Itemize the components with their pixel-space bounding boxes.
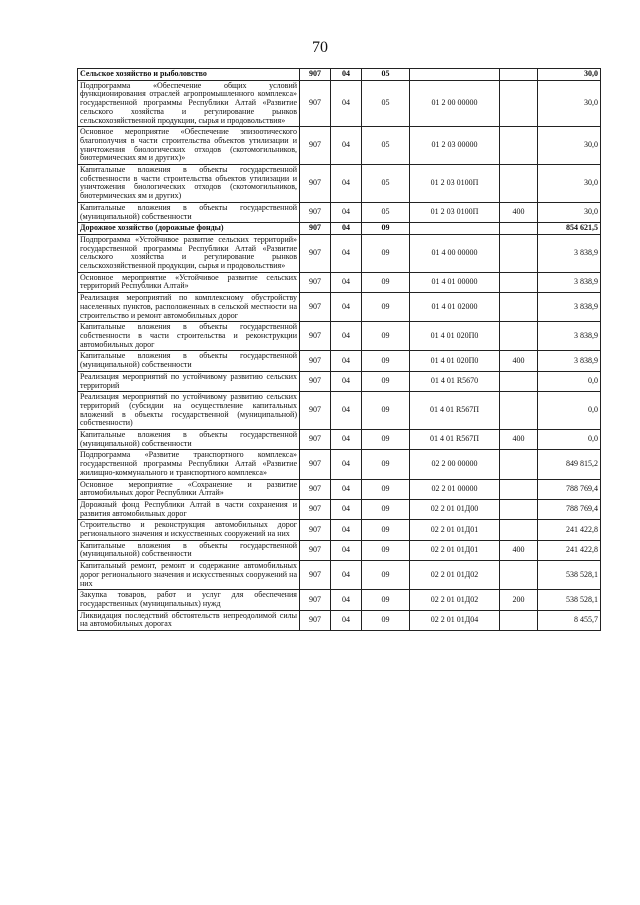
row-name-cell: Закупка товаров, работ и услуг для обеспечения государственных (муниципальных) нужд — [78, 590, 300, 610]
subsection-code-cell: 05 — [362, 165, 410, 203]
expense-type-cell: 200 — [500, 590, 538, 610]
ved-code-cell: 907 — [300, 293, 331, 322]
expense-type-cell — [500, 499, 538, 519]
amount-cell: 788 769,4 — [538, 479, 601, 499]
amount-cell: 0,0 — [538, 430, 601, 450]
expense-type-cell — [500, 293, 538, 322]
subsection-code-cell: 09 — [362, 499, 410, 519]
ved-code-cell: 907 — [300, 479, 331, 499]
expense-type-cell — [500, 234, 538, 272]
ved-code-cell: 907 — [300, 322, 331, 351]
section-code-cell: 04 — [331, 610, 362, 630]
row-name-cell: Строительство и реконструкция автомобильных дорог регионального значения и искусственных сооружений на них — [78, 520, 300, 540]
subsection-code-cell: 09 — [362, 371, 410, 391]
subsection-code-cell: 09 — [362, 610, 410, 630]
target-article-cell: 01 4 01 00000 — [410, 272, 500, 292]
expense-type-cell — [500, 371, 538, 391]
row-name-cell: Реализация мероприятий по комплексному обустройству населенных пунктов, расположенных в сельской местности на строительство и ремонт автомобильных дорог — [78, 293, 300, 322]
section-code-cell: 04 — [331, 69, 362, 81]
expense-type-cell — [500, 272, 538, 292]
subsection-code-cell: 09 — [362, 322, 410, 351]
ved-code-cell: 907 — [300, 430, 331, 450]
expense-type-cell — [500, 223, 538, 235]
section-code-cell: 04 — [331, 392, 362, 430]
target-article-cell: 02 2 01 01Д02 — [410, 590, 500, 610]
amount-cell: 788 769,4 — [538, 499, 601, 519]
amount-cell: 538 528,1 — [538, 590, 601, 610]
section-code-cell: 04 — [331, 202, 362, 222]
row-name-cell: Основное мероприятие «Сохранение и развитие автомобильных дорог Республики Алтай» — [78, 479, 300, 499]
section-code-cell: 04 — [331, 351, 362, 371]
ved-code-cell: 907 — [300, 371, 331, 391]
subsection-code-cell: 05 — [362, 202, 410, 222]
target-article-cell: 02 2 01 00000 — [410, 479, 500, 499]
expense-type-cell: 400 — [500, 351, 538, 371]
section-code-cell: 04 — [331, 479, 362, 499]
section-code-cell: 04 — [331, 80, 362, 127]
target-article-cell: 01 2 03 0100П — [410, 202, 500, 222]
row-name-cell: Подпрограмма «Устойчивое развитие сельских территорий» государственной программы Республики Алтай «Развитие сельского хозяйства и регулирование рынков сельскохозяйственной продукции, сырья и продовольствия» — [78, 234, 300, 272]
amount-cell: 849 815,2 — [538, 450, 601, 479]
amount-cell: 8 455,7 — [538, 610, 601, 630]
target-article-cell: 01 4 01 R567П — [410, 430, 500, 450]
expense-type-cell — [500, 479, 538, 499]
table-row — [78, 127, 601, 165]
table-row — [78, 371, 601, 391]
section-code-cell: 04 — [331, 561, 362, 590]
subsection-code-cell: 09 — [362, 520, 410, 540]
target-article-cell: 02 2 00 00000 — [410, 450, 500, 479]
target-article-cell: 02 2 01 01Д04 — [410, 610, 500, 630]
section-code-cell: 04 — [331, 293, 362, 322]
target-article-cell: 01 4 01 020П0 — [410, 351, 500, 371]
table-row — [78, 499, 601, 519]
row-name-cell: Дорожный фонд Республики Алтай в части сохранения и развития автомобильных дорог — [78, 499, 300, 519]
subsection-code-cell: 09 — [362, 234, 410, 272]
section-code-cell: 04 — [331, 234, 362, 272]
row-name-cell: Подпрограмма «Развитие транспортного комплекса» государственной программы Республики Алтай «Развитие жилищно-коммунального и транспортного комплекса» — [78, 450, 300, 479]
row-name-cell: Капитальные вложения в объекты государственной собственности в части строительства и реконструкции автомобильных дорог — [78, 322, 300, 351]
subsection-code-cell: 09 — [362, 293, 410, 322]
target-article-cell: 01 2 03 0100П — [410, 165, 500, 203]
subsection-code-cell: 09 — [362, 272, 410, 292]
row-name-cell: Дорожное хозяйство (дорожные фонды) — [78, 223, 300, 235]
amount-cell: 538 528,1 — [538, 561, 601, 590]
ved-code-cell: 907 — [300, 520, 331, 540]
row-name-cell: Капитальные вложения в объекты государственной (муниципальной) собственности — [78, 202, 300, 222]
table-row — [78, 540, 601, 560]
table-row — [78, 450, 601, 479]
section-code-cell: 04 — [331, 371, 362, 391]
amount-cell: 3 838,9 — [538, 234, 601, 272]
expense-type-cell — [500, 392, 538, 430]
ved-code-cell: 907 — [300, 234, 331, 272]
amount-cell: 30,0 — [538, 127, 601, 165]
amount-cell: 3 838,9 — [538, 351, 601, 371]
table-row — [78, 322, 601, 351]
subsection-code-cell: 05 — [362, 69, 410, 81]
expense-type-cell — [500, 520, 538, 540]
section-code-cell: 04 — [331, 322, 362, 351]
section-code-cell: 04 — [331, 223, 362, 235]
table-row — [78, 202, 601, 222]
table-row — [78, 430, 601, 450]
expense-type-cell — [500, 450, 538, 479]
amount-cell: 241 422,8 — [538, 520, 601, 540]
target-article-cell — [410, 69, 500, 81]
table-row — [78, 392, 601, 430]
amount-cell: 0,0 — [538, 392, 601, 430]
ved-code-cell: 907 — [300, 127, 331, 165]
expense-type-cell — [500, 80, 538, 127]
ved-code-cell: 907 — [300, 610, 331, 630]
ved-code-cell: 907 — [300, 590, 331, 610]
amount-cell: 30,0 — [538, 165, 601, 203]
subsection-code-cell: 09 — [362, 479, 410, 499]
row-name-cell: Основное мероприятие «Устойчивое развитие сельских территорий Республики Алтай» — [78, 272, 300, 292]
target-article-cell: 02 2 01 01Д02 — [410, 561, 500, 590]
ved-code-cell: 907 — [300, 561, 331, 590]
target-article-cell: 02 2 01 01Д01 — [410, 540, 500, 560]
expense-type-cell — [500, 165, 538, 203]
expense-type-cell: 400 — [500, 202, 538, 222]
ved-code-cell: 907 — [300, 351, 331, 371]
expense-type-cell — [500, 69, 538, 81]
table-row — [78, 80, 601, 127]
ved-code-cell: 907 — [300, 392, 331, 430]
row-name-cell: Капитальные вложения в объекты государственной (муниципальной) собственности — [78, 540, 300, 560]
subsection-code-cell: 09 — [362, 223, 410, 235]
section-code-cell: 04 — [331, 450, 362, 479]
row-name-cell: Капитальные вложения в объекты государственной (муниципальной) собственности — [78, 351, 300, 371]
ved-code-cell: 907 — [300, 272, 331, 292]
ved-code-cell: 907 — [300, 165, 331, 203]
table-row — [78, 272, 601, 292]
ved-code-cell: 907 — [300, 540, 331, 560]
subsection-code-cell: 09 — [362, 450, 410, 479]
target-article-cell: 02 2 01 01Д00 — [410, 499, 500, 519]
row-name-cell: Реализация мероприятий по устойчивому развитию сельских территорий (субсидии на осуществление капитальных вложений в объекты государственной (муниципальной) собственности) — [78, 392, 300, 430]
table-row — [78, 165, 601, 203]
section-code-cell: 04 — [331, 499, 362, 519]
table-row — [78, 479, 601, 499]
subsection-code-cell: 05 — [362, 80, 410, 127]
row-name-cell: Реализация мероприятий по устойчивому развитию сельских территорий — [78, 371, 300, 391]
ved-code-cell: 907 — [300, 450, 331, 479]
section-code-cell: 04 — [331, 430, 362, 450]
subsection-code-cell: 09 — [362, 590, 410, 610]
row-name-cell: Капитальный ремонт, ремонт и содержание автомобильных дорог регионального значения и искусственных сооружений на них — [78, 561, 300, 590]
page-number: 70 — [312, 39, 328, 56]
amount-cell: 241 422,8 — [538, 540, 601, 560]
table-row — [78, 520, 601, 540]
table-row — [78, 590, 601, 610]
ved-code-cell: 907 — [300, 80, 331, 127]
section-code-cell: 04 — [331, 520, 362, 540]
table-body — [78, 69, 601, 631]
ved-code-cell: 907 — [300, 223, 331, 235]
section-code-cell: 04 — [331, 272, 362, 292]
target-article-cell: 01 4 01 020П0 — [410, 322, 500, 351]
subsection-code-cell: 09 — [362, 351, 410, 371]
section-code-cell: 04 — [331, 165, 362, 203]
target-article-cell: 01 4 00 00000 — [410, 234, 500, 272]
table-row — [78, 223, 601, 235]
amount-cell: 3 838,9 — [538, 293, 601, 322]
budget-table — [77, 68, 601, 631]
subsection-code-cell: 09 — [362, 561, 410, 590]
table-row — [78, 561, 601, 590]
subsection-code-cell: 09 — [362, 540, 410, 560]
row-name-cell: Подпрограмма «Обеспечение общих условий функционирования отраслей агропромышленного комплекса» государственной программы Республики Алтай «Развитие сельского хозяйства и регулирование рынков сельскохозяйственной продукции, сырья и продовольствия» — [78, 80, 300, 127]
target-article-cell — [410, 223, 500, 235]
amount-cell: 30,0 — [538, 80, 601, 127]
amount-cell: 3 838,9 — [538, 272, 601, 292]
table-row — [78, 234, 601, 272]
target-article-cell: 01 2 03 00000 — [410, 127, 500, 165]
ved-code-cell: 907 — [300, 202, 331, 222]
expense-type-cell — [500, 127, 538, 165]
expense-type-cell: 400 — [500, 540, 538, 560]
table-row — [78, 351, 601, 371]
ved-code-cell: 907 — [300, 499, 331, 519]
amount-cell: 30,0 — [538, 202, 601, 222]
ved-code-cell: 907 — [300, 69, 331, 81]
subsection-code-cell: 05 — [362, 127, 410, 165]
section-code-cell: 04 — [331, 590, 362, 610]
expense-type-cell — [500, 322, 538, 351]
target-article-cell: 01 2 00 00000 — [410, 80, 500, 127]
table-row — [78, 610, 601, 630]
amount-cell: 854 621,5 — [538, 223, 601, 235]
amount-cell: 30,0 — [538, 69, 601, 81]
target-article-cell: 01 4 01 R5670 — [410, 371, 500, 391]
row-name-cell: Сельское хозяйство и рыболовство — [78, 69, 300, 81]
table-row — [78, 69, 601, 81]
table-row — [78, 293, 601, 322]
subsection-code-cell: 09 — [362, 392, 410, 430]
expense-type-cell — [500, 610, 538, 630]
section-code-cell: 04 — [331, 540, 362, 560]
amount-cell: 0,0 — [538, 371, 601, 391]
expense-type-cell: 400 — [500, 430, 538, 450]
row-name-cell: Ликвидация последствий обстоятельств непреодолимой силы на автомобильных дорогах — [78, 610, 300, 630]
target-article-cell: 02 2 01 01Д01 — [410, 520, 500, 540]
expense-type-cell — [500, 561, 538, 590]
row-name-cell: Капитальные вложения в объекты государственной собственности в части строительства объектов утилизации и уничтожения биологических отходов (скотомогильников, биотермических ям и других) — [78, 165, 300, 203]
subsection-code-cell: 09 — [362, 430, 410, 450]
target-article-cell: 01 4 01 02000 — [410, 293, 500, 322]
row-name-cell: Основное мероприятие «Обеспечение эпизоотического благополучия в части строительства объектов утилизации и уничтожения биологических отходов (скотомогильников, биотермических ям и других)» — [78, 127, 300, 165]
target-article-cell: 01 4 01 R567П — [410, 392, 500, 430]
section-code-cell: 04 — [331, 127, 362, 165]
amount-cell: 3 838,9 — [538, 322, 601, 351]
row-name-cell: Капитальные вложения в объекты государственной (муниципальной) собственности — [78, 430, 300, 450]
